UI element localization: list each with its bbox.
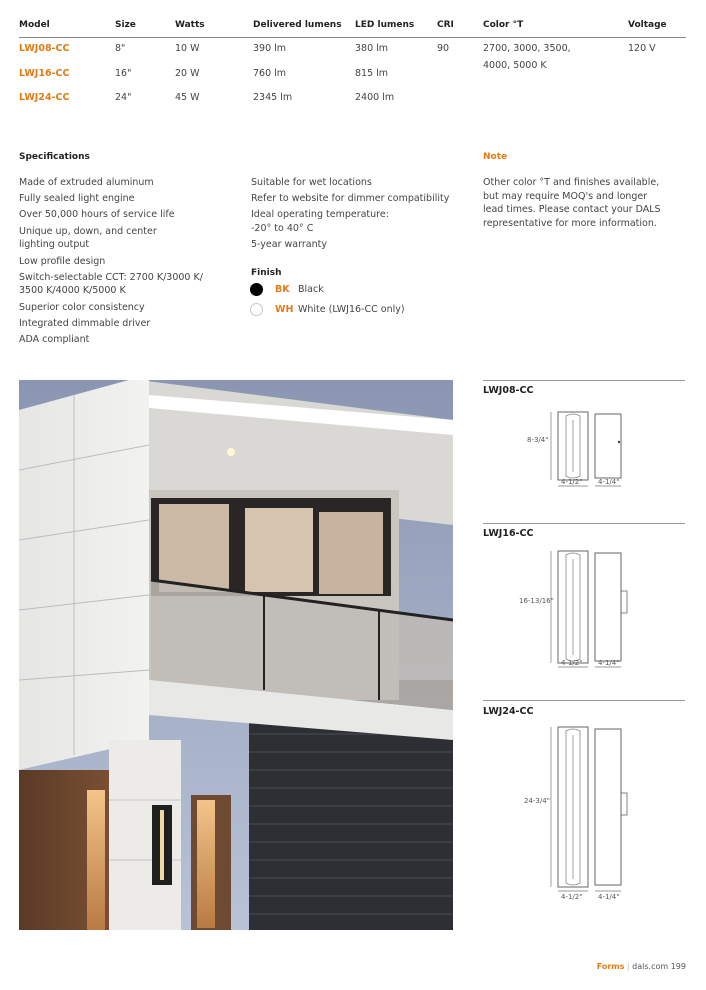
- col-header-delivered-lumens: Delivered lumens: [253, 20, 342, 30]
- col-header-cri: CRI: [437, 20, 454, 30]
- voltage-value: 120 V: [628, 43, 656, 54]
- row-delivered: 760 lm: [253, 68, 287, 79]
- note-line: but may require MOQ's and longer: [483, 190, 648, 202]
- row-watts: 10 W: [175, 43, 200, 54]
- col-header-size: Size: [115, 20, 136, 30]
- white-swatch-icon: [250, 303, 263, 316]
- spec-item: ADA compliant: [19, 334, 90, 346]
- row-led: 2400 lm: [355, 92, 395, 103]
- color-temp-line-1: 2700, 3000, 3500,: [483, 43, 571, 54]
- dimension-depth: 4-1/4": [598, 659, 620, 667]
- dimension-height: 24-3/4": [524, 797, 550, 805]
- dimension-width: 4-1/2": [561, 893, 583, 901]
- installation-photo: [19, 380, 453, 930]
- row-watts: 45 W: [175, 92, 200, 103]
- row-model: LWJ16-CC: [19, 68, 70, 79]
- dimension-height: 16-13/16": [519, 597, 554, 605]
- footer-section: Forms: [596, 962, 625, 971]
- footer-page-number: 199: [670, 962, 686, 971]
- spec-item: 3500 K/4000 K/5000 K: [19, 285, 126, 297]
- table-header-rule: [19, 37, 686, 38]
- spec-item: -20° to 40° C: [251, 222, 314, 234]
- col-header-watts: Watts: [175, 20, 205, 30]
- spec-item: Integrated dimmable driver: [19, 318, 151, 330]
- spec-item: lighting output: [19, 239, 90, 251]
- dimension-height: 8-3/4": [527, 436, 549, 444]
- lwj08-dimension-drawing: [483, 400, 685, 500]
- note-line: representative for more information.: [483, 217, 657, 229]
- spec-item: Unique up, down, and center: [19, 225, 157, 237]
- row-delivered: 2345 lm: [253, 92, 293, 103]
- finish-title: Finish: [251, 268, 282, 278]
- lwj16-dimension-drawing: [483, 543, 685, 673]
- dimension-title: LWJ24-CC: [483, 706, 534, 717]
- col-header-led-lumens: LED lumens: [355, 20, 415, 30]
- row-delivered: 390 lm: [253, 43, 287, 54]
- note-line: lead times. Please contact your DALS: [483, 204, 661, 215]
- note-title: Note: [483, 152, 508, 162]
- spec-item: Made of extruded aluminum: [19, 177, 154, 188]
- dimension-rule: [483, 700, 685, 701]
- finish-label: White (LWJ16-CC only): [298, 304, 405, 315]
- black-swatch-icon: [250, 283, 263, 296]
- cri-value: 90: [437, 43, 450, 54]
- spec-item: Low profile design: [19, 255, 106, 267]
- spec-item: Superior color consistency: [19, 301, 145, 313]
- row-model: LWJ24-CC: [19, 92, 70, 103]
- dimension-width: 4-1/2": [561, 478, 583, 486]
- col-header-model: Model: [19, 20, 50, 30]
- spec-item: Suitable for wet locations: [251, 177, 372, 188]
- dimension-rule: [483, 523, 685, 524]
- spec-item: 5-year warranty: [251, 239, 327, 251]
- finish-code: BK: [275, 284, 290, 295]
- spec-item: Fully sealed light engine: [19, 193, 135, 205]
- page-footer: [597, 962, 686, 971]
- spec-item: Ideal operating temperature:: [251, 209, 389, 221]
- dimension-rule: [483, 380, 685, 381]
- col-header-voltage: Voltage: [628, 20, 667, 30]
- row-led: 380 lm: [355, 43, 389, 54]
- footer-site-link[interactable]: dals.com: [632, 962, 669, 971]
- lwj24-dimension-drawing: [483, 723, 685, 903]
- spec-item: Over 50,000 hours of service life: [19, 209, 175, 221]
- row-model: LWJ08-CC: [19, 43, 70, 54]
- dimension-title: LWJ08-CC: [483, 385, 534, 396]
- finish-code: WH: [275, 304, 294, 315]
- row-size: 16": [115, 68, 132, 79]
- footer-separator: |: [626, 962, 633, 971]
- dimension-depth: 4-1/4": [598, 893, 620, 901]
- spec-list-secondary: [251, 175, 481, 254]
- spec-item: Switch-selectable CCT: 2700 K/3000 K/: [19, 271, 203, 283]
- finish-label: Black: [298, 284, 324, 295]
- specifications-title: Specifications: [19, 152, 90, 162]
- row-led: 815 lm: [355, 68, 389, 79]
- dimension-width: 4-1/2": [561, 659, 583, 667]
- note-line: Other color °T and finishes available,: [483, 177, 660, 188]
- dimension-title: LWJ16-CC: [483, 528, 534, 539]
- row-size: 8": [115, 43, 126, 54]
- note-body: [483, 176, 683, 230]
- house-exterior-illustration: [19, 380, 453, 930]
- row-watts: 20 W: [175, 68, 200, 79]
- spec-list-primary: [19, 175, 244, 348]
- spec-item: Refer to website for dimmer compatibility: [251, 193, 450, 205]
- row-size: 24": [115, 92, 132, 103]
- dimension-depth: 4-1/4": [598, 478, 620, 486]
- color-temp-line-2: 4000, 5000 K: [483, 60, 547, 71]
- col-header-color-temp: Color °T: [483, 20, 524, 30]
